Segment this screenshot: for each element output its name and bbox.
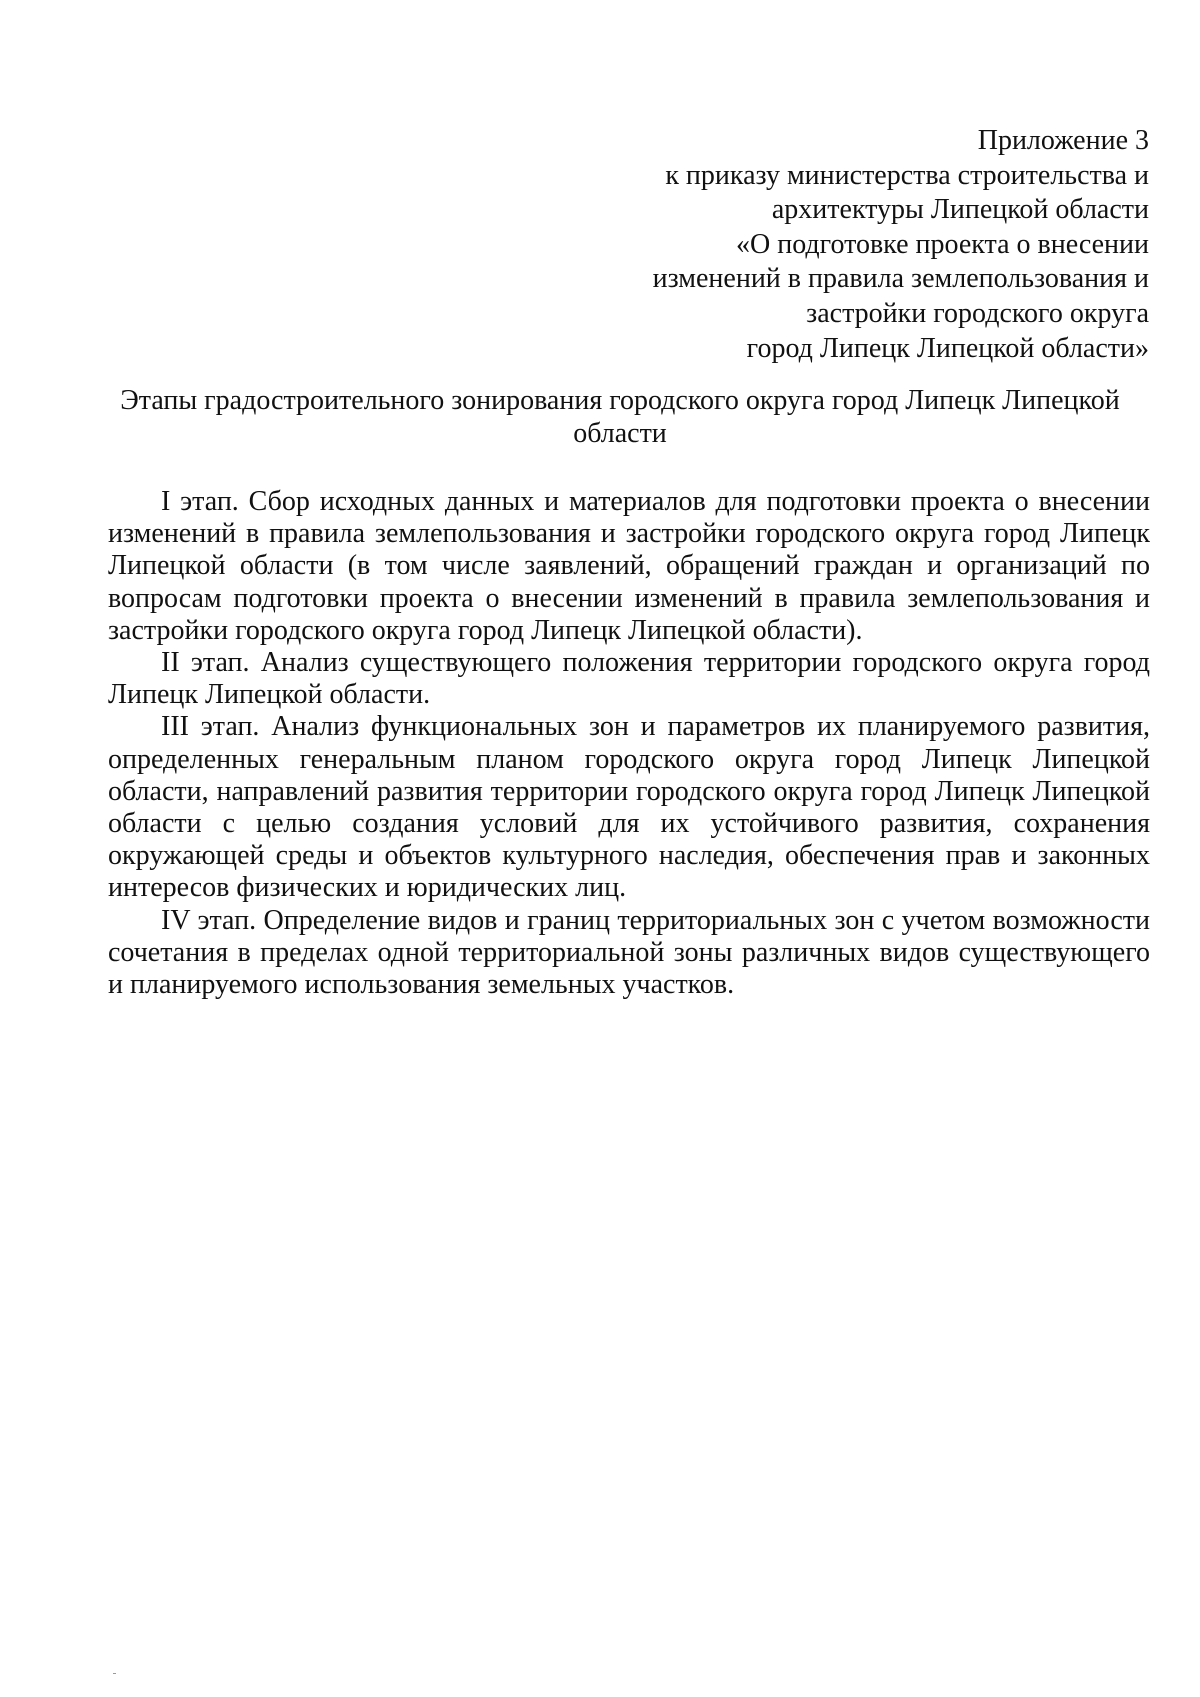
stage-1-paragraph: I этап. Сбор исходных данных и материалов для подготовки проекта о внесении изменений в правила землепользования и застройки городского округа город Липецк Липецкой области (в том числе заявлений, обращений граждан и организаций по вопросам подготовки проекта о внесении изменений в правила землепользования и застройки городского округа город Липецк Липецкой области).	[108, 486, 1150, 646]
appendix-line: застройки городского округа	[806, 297, 1149, 329]
appendix-line: город Липецк Липецкой области»	[746, 332, 1149, 364]
title-line: области	[573, 418, 667, 449]
scan-artifact	[113, 1673, 116, 1674]
appendix-header	[589, 124, 1149, 366]
appendix-line: Приложение 3	[977, 125, 1149, 156]
appendix-line: к приказу министерства строительства и	[665, 159, 1149, 191]
stages-list	[108, 486, 1150, 1001]
appendix-line: архитектуры Липецкой области	[771, 194, 1149, 226]
appendix-line: «О подготовке проекта о внесении	[736, 228, 1149, 260]
document-title	[90, 384, 1150, 450]
stage-4-paragraph: IV этап. Определение видов и границ территориальных зон с учетом возможности сочетания в пределах одной территориальной зоны различных видов существующего и планируемого использования земельных участков.	[108, 904, 1150, 1001]
stage-3-paragraph: III этап. Анализ функциональных зон и параметров их планируемого развития, определенных генеральным планом городского округа город Липецк Липецкой области, направлений развития территории городского округа город Липецк Липецкой области с целью создания условий для их устойчивого развития, сохранения окружающей среды и объектов культурного наследия, обеспечения прав и законных интересов физических и юридических лиц.	[108, 711, 1150, 904]
appendix-line: изменений в правила землепользования и	[652, 263, 1149, 295]
title-line: Этапы градостроительного зонирования городского округа город Липецк Липецкой	[120, 385, 1120, 416]
stage-2-paragraph: II этап. Анализ существующего положения территории городского округа город Липецк Липецкой области.	[108, 647, 1150, 711]
